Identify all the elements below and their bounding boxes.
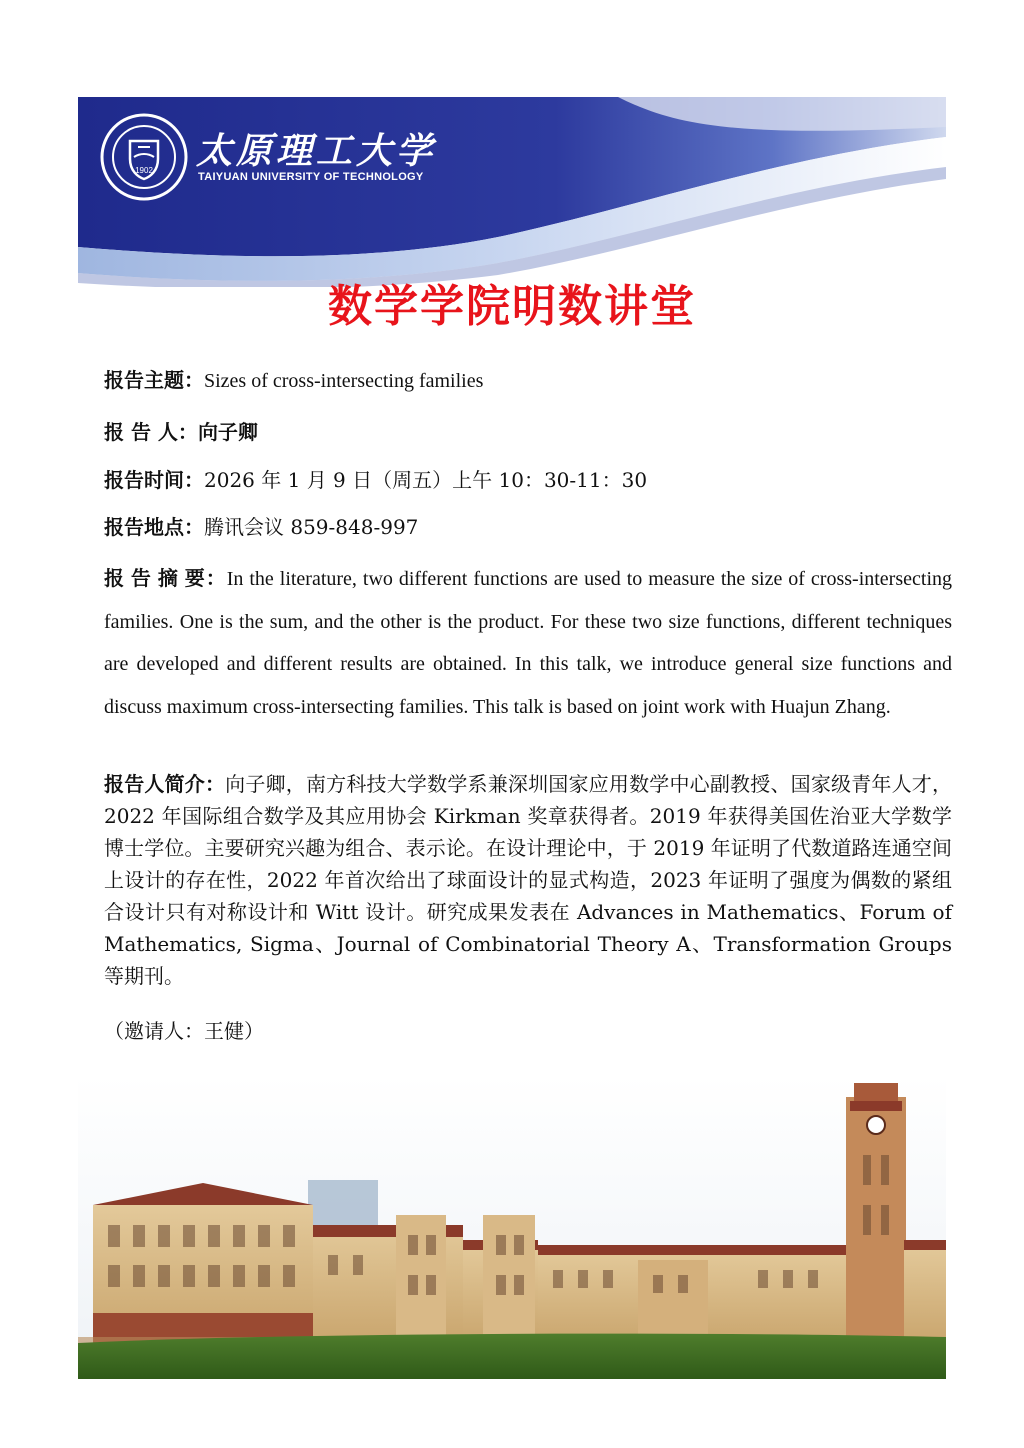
campus-building-illustration (78, 1075, 946, 1379)
place-value: 腾讯会议 859-848-997 (204, 515, 419, 539)
bio-label: 报告人简介： (104, 772, 226, 796)
time-row (104, 464, 647, 493)
header-banner (78, 97, 946, 287)
place-row (104, 511, 418, 540)
speaker-value: 向子卿 (197, 420, 258, 444)
time-label: 报告时间： (104, 468, 204, 492)
speaker-row (104, 416, 258, 445)
speaker-label: 报 告 人： (104, 420, 198, 444)
speaker-bio (104, 768, 952, 992)
place-label: 报告地点： (104, 515, 204, 539)
topic-row (104, 364, 483, 393)
university-emblem-icon (100, 113, 188, 201)
topic-value: Sizes of cross-intersecting families (204, 370, 484, 392)
university-name-cn: 太原理工大学 (196, 130, 437, 172)
abstract-text: In the literature, two different functions are used to measure the size of cross-intersecting families. One is the sum, and the other is the product. For these two size functions, different techniques are developed and different results are obtained. In this talk, we introduce general size functions and discuss maximum cross-intersecting families. This talk is based on joint work with Huajun Zhang. (104, 568, 952, 718)
bio-text: 向子卿，南方科技大学数学系兼深圳国家应用数学中心副教授、国家级青年人才，2022 年国际组合数学及其应用协会 Kirkman 奖章获得者。2019 年获得美国佐治亚大学数学博士学位。主要研究兴趣为组合、表示论。在设计理论中，于 2019 年证明了代数道路连通空间上设计的存在性，2022 年首次给出了球面设计的显式构造，2023 年证明了强度为偶数的紧组合设计只有对称设计和 Witt 设计。研究成果发表在 Advances in Mathematics、Forum of Mathematics, Sigma、Journal of Combinatorial Theory A、Transformation Groups 等期刊。 (104, 772, 953, 988)
time-value: 2026 年 1 月 9 日（周五）上午 10：30-11：30 (204, 468, 648, 492)
university-name-en: TAIYUAN UNIVERSITY OF TECHNOLOGY (198, 171, 424, 183)
inviter-note: （邀请人：王健） (104, 1019, 264, 1043)
emblem-year: 1902 (135, 166, 153, 175)
abstract-label: 报 告 摘 要： (104, 568, 227, 590)
topic-label: 报告主题： (104, 368, 204, 392)
page-title: 数学学院明数讲堂 (328, 281, 696, 332)
abstract-paragraph (104, 558, 952, 728)
